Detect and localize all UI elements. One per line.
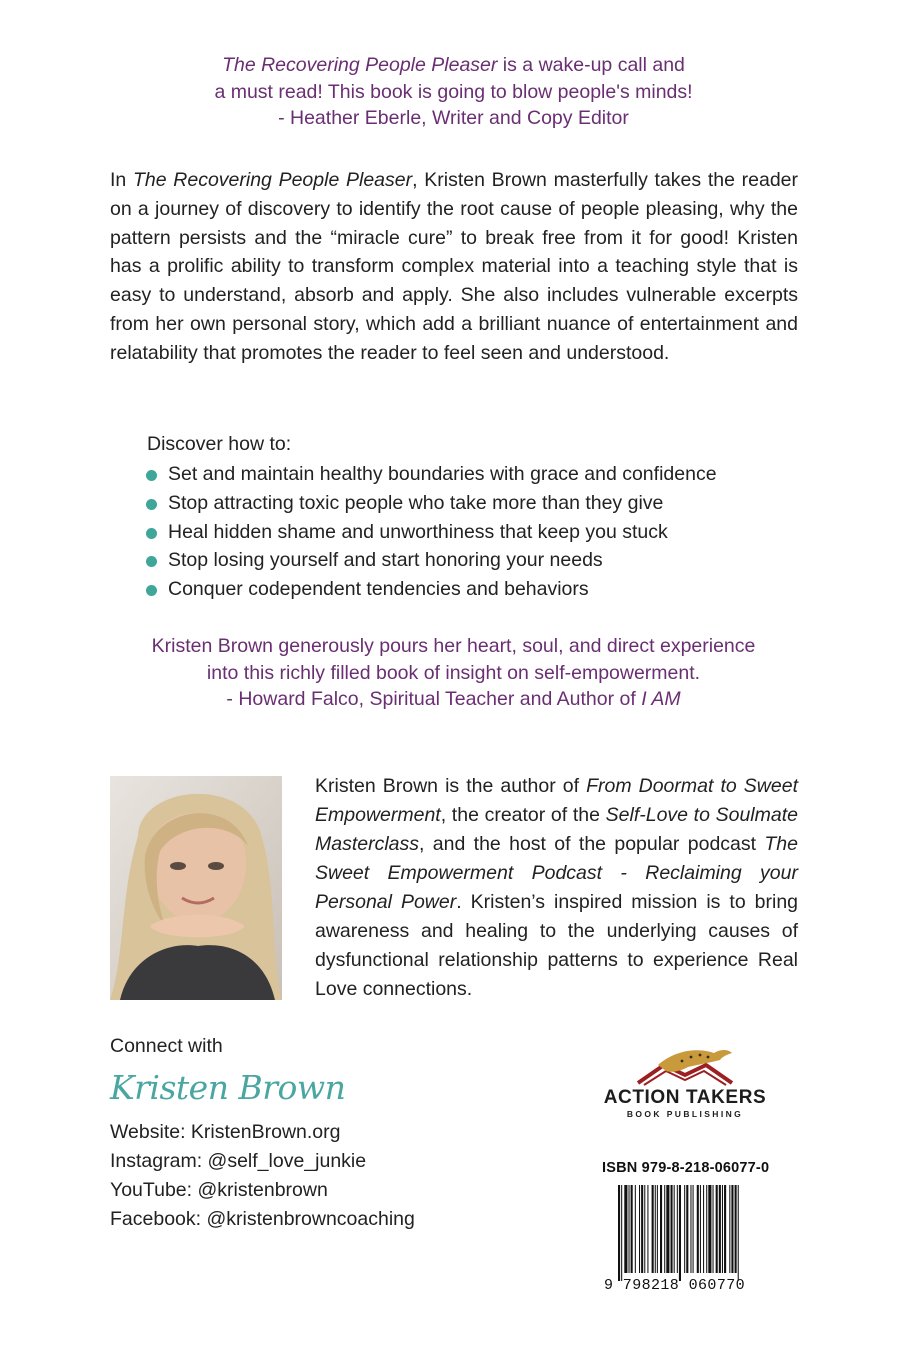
bullet-dot-icon bbox=[146, 585, 157, 596]
barcode-bar bbox=[621, 1185, 622, 1281]
bio-podcast-title: The Sweet Empowerment Podcast - Reclaiming your Personal Power bbox=[315, 833, 798, 913]
facebook-link[interactable]: Facebook: @kristenbrowncoaching bbox=[110, 1208, 415, 1230]
quote-top-line1-rest: is a wake-up call and bbox=[497, 54, 685, 76]
list-item-text: Heal hidden shame and unworthiness that keep you stuck bbox=[168, 520, 668, 543]
publisher-logo bbox=[596, 1043, 774, 1123]
barcode-bars bbox=[618, 1185, 774, 1281]
quote-top bbox=[110, 52, 797, 132]
barcode-bar bbox=[690, 1185, 691, 1273]
quote-top-line2: a must read! This book is going to blow people's minds! bbox=[214, 80, 693, 103]
barcode-bar bbox=[729, 1185, 730, 1273]
barcode-bar bbox=[631, 1185, 633, 1273]
barcode-bar bbox=[735, 1185, 737, 1273]
barcode-bar bbox=[722, 1185, 723, 1273]
list-item-text: Set and maintain healthy boundaries with grace and confidence bbox=[168, 463, 717, 485]
barcode-bar bbox=[657, 1185, 658, 1273]
description-prefix: In bbox=[110, 169, 133, 191]
quote-bottom-line2: into this richly filled book of insight on self-empowerment. bbox=[206, 661, 701, 684]
attribution-prefix: - Howard Falco, Spiritual Teacher and Author of bbox=[226, 688, 642, 710]
list-item-text: Stop attracting toxic people who take more than they give bbox=[168, 491, 664, 514]
list-item bbox=[146, 546, 827, 575]
isbn-label: ISBN 979-8-218-06077-0 bbox=[602, 1160, 770, 1176]
barcode-bar bbox=[674, 1185, 675, 1273]
instagram-link[interactable]: Instagram: @self_love_junkie bbox=[110, 1150, 367, 1172]
author-signature: Kristen Brown bbox=[110, 1068, 346, 1107]
quote-top-attribution: - Heather Eberle, Writer and Copy Editor bbox=[278, 107, 629, 129]
barcode-bar bbox=[660, 1185, 662, 1273]
barcode-bar bbox=[652, 1185, 654, 1273]
bullet-dot-icon bbox=[146, 528, 157, 539]
barcode-bar bbox=[641, 1185, 643, 1273]
barcode-bar bbox=[618, 1185, 620, 1281]
barcode-bar bbox=[629, 1185, 630, 1273]
barcode-bar bbox=[624, 1185, 627, 1273]
quote-bottom bbox=[110, 633, 797, 713]
bullet-dot-icon bbox=[146, 556, 157, 567]
barcode-bar bbox=[664, 1185, 665, 1273]
barcode-bar bbox=[724, 1185, 726, 1273]
barcode-number: 9 798218 060770 bbox=[604, 1277, 746, 1294]
barcode-bar bbox=[713, 1185, 714, 1273]
barcode-bar bbox=[635, 1185, 636, 1273]
author-photo bbox=[110, 776, 282, 1000]
barcode-bar bbox=[731, 1185, 733, 1273]
barcode-bar bbox=[666, 1185, 669, 1273]
youtube-link[interactable]: YouTube: @kristenbrown bbox=[110, 1179, 328, 1201]
website-link[interactable]: Website: KristenBrown.org bbox=[110, 1121, 341, 1143]
publisher-sub: BOOK PUBLISHING bbox=[626, 1109, 744, 1119]
barcode-bar bbox=[716, 1185, 718, 1273]
barcode-bar bbox=[700, 1185, 701, 1273]
list-item bbox=[146, 518, 827, 547]
list-item bbox=[146, 575, 827, 604]
discover-title: Discover how to: bbox=[147, 433, 292, 455]
author-bio bbox=[315, 772, 798, 1004]
attribution-book-title: I AM bbox=[641, 688, 681, 710]
barcode-bar bbox=[719, 1185, 721, 1273]
bio-text: Kristen Brown is the author of bbox=[315, 775, 587, 797]
quote-bottom-line1: Kristen Brown generously pours her heart, soul, and direct experience bbox=[151, 635, 756, 657]
barcode-bar bbox=[647, 1185, 648, 1273]
description-title: The Recovering People Pleaser bbox=[132, 169, 413, 191]
book-title-italic: The Recovering People Pleaser bbox=[222, 54, 498, 76]
bullet-dot-icon bbox=[146, 499, 157, 510]
list-item bbox=[146, 489, 827, 518]
discover-list bbox=[146, 460, 827, 604]
description-body: , Kristen Brown masterfully takes the reader on a journey of discovery to identify the root cause of people pleasing, why the pattern persists and the “miracle cure” to break free from it for good! Kristen has a prolific ability to transform complex material into a teaching style that is easy to understand, absorb and apply. She also includes vulnerable excerpts from her own personal story, which add a brilliant nuance of entertainment and relatability that promotes the reader to feel seen and understood. bbox=[110, 169, 799, 364]
barcode-bar bbox=[671, 1185, 673, 1273]
bio-text: , and the host of the popular podcast bbox=[419, 833, 765, 855]
barcode-bar bbox=[679, 1185, 681, 1281]
barcode-bar bbox=[684, 1185, 685, 1273]
barcode-bar bbox=[708, 1185, 711, 1273]
quote-top-line1 bbox=[110, 52, 797, 79]
barcode-bar bbox=[697, 1185, 699, 1273]
barcode-bar bbox=[639, 1185, 640, 1273]
list-item bbox=[146, 460, 827, 489]
discover-section bbox=[147, 430, 827, 604]
barcode-bar bbox=[644, 1185, 645, 1273]
publisher-name: ACTION TAKERS bbox=[603, 1087, 767, 1108]
bio-text: . Kristen’s inspired mission is to bring awareness and healing to the underlying causes of dysfunctional relationship patterns to experience Real Love connections. bbox=[315, 891, 799, 1000]
description-paragraph bbox=[110, 166, 798, 368]
barcode-bar bbox=[693, 1185, 694, 1273]
connect-title: Connect with bbox=[110, 1035, 223, 1057]
bio-text: , the creator of the bbox=[440, 804, 606, 826]
bio-masterclass-title: Self-Love to Soulmate Masterclass bbox=[315, 804, 798, 855]
barcode-bar bbox=[738, 1185, 739, 1281]
quote-bottom-attribution bbox=[110, 686, 797, 713]
bullet-dot-icon bbox=[146, 470, 157, 481]
barcode-bar bbox=[655, 1185, 656, 1273]
author-portrait-image bbox=[110, 776, 282, 1000]
barcode-bar bbox=[677, 1185, 678, 1273]
bio-book-title: From Doormat to Sweet Empowerment bbox=[315, 775, 798, 826]
publisher-book-cheetah-icon bbox=[596, 1043, 774, 1087]
barcode-bar bbox=[703, 1185, 704, 1273]
list-item-text: Stop losing yourself and start honoring your needs bbox=[168, 549, 603, 572]
barcode-bar bbox=[706, 1185, 707, 1273]
list-item-text: Conquer codependent tendencies and behaviors bbox=[168, 578, 589, 601]
connect-section bbox=[110, 1032, 530, 1234]
isbn-barcode bbox=[598, 1160, 781, 1300]
barcode-bar bbox=[686, 1185, 688, 1273]
social-links bbox=[110, 1118, 530, 1234]
